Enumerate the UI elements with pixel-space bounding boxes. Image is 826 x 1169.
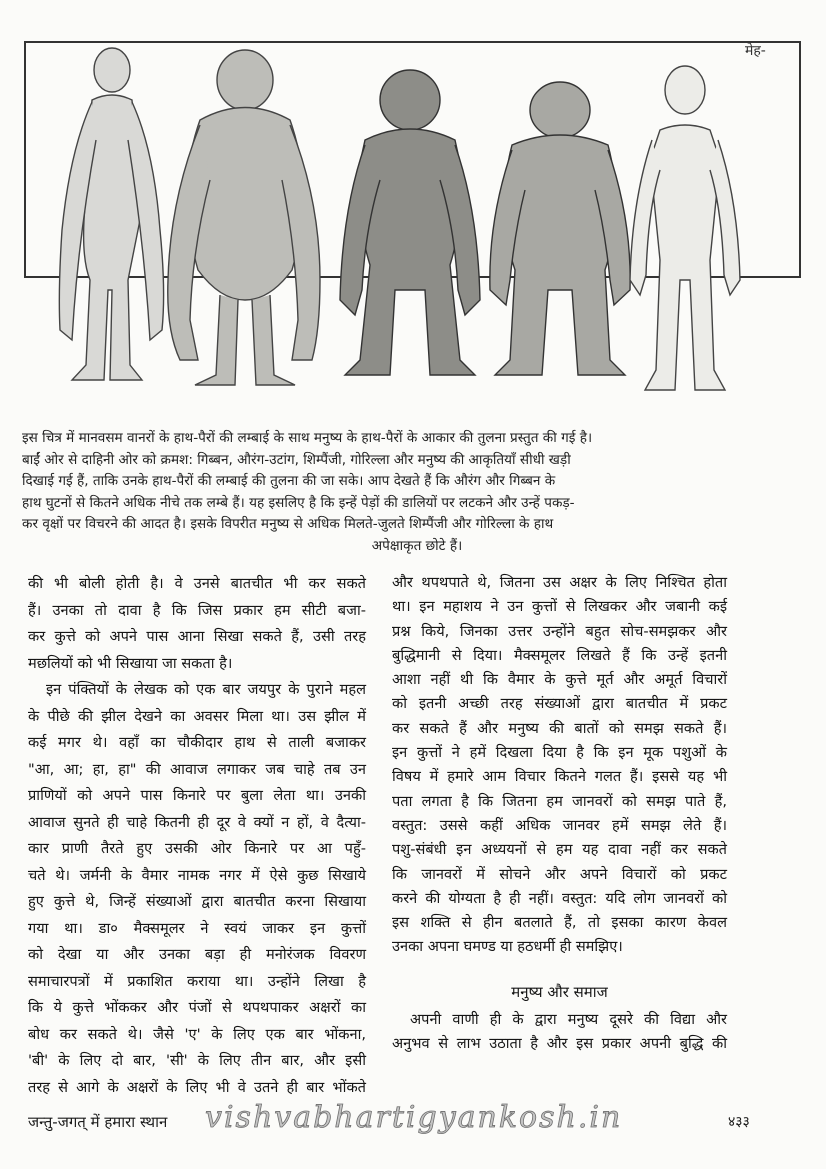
gorilla-figure (490, 82, 630, 375)
text-line: हैं। उनका तो दावा है कि जिस प्रकार हम सीटी बजा- (28, 601, 366, 619)
text-line: पशु-संबंधी इन अध्ययनों से हम यह दावा नहीं कर सकते (392, 841, 727, 859)
text-line: और थपथपाते थे, जितना उस अक्षर के लिए निश्चित होता (392, 574, 727, 591)
text-line: को इतनी अच्छी तरह संख्याओं द्वारा बातचीत में प्रकट (392, 695, 727, 713)
section-heading: मनुष्य और समाज (511, 982, 608, 1001)
text-line: इन कुत्तों ने हमें दिखला दिया है कि इन मूक पशुओं के (392, 744, 727, 762)
orangutan-figure (168, 50, 320, 385)
text-line: को देखा या और उनका बड़ा ही मनोरंजक विवरण (28, 946, 366, 963)
text-line: गया था। डा० मैक्समूलर ने स्वयं जाकर इन कुत्तों (28, 919, 366, 937)
text-line: 'बी' के लिए दो बार, 'सी' के लिए तीन बार, और इसी (28, 1052, 366, 1069)
text-line: विषय में हमारे आम विचार कितने गलत हैं। इससे यह भी (392, 768, 727, 786)
text-line: "आ, आ; हा, हा" की आवाज लगाकर जब चाहे तब उन (28, 760, 366, 778)
text-line: अपनी वाणी ही के द्वारा मनुष्य दूसरे की विद्या और (410, 1010, 727, 1028)
text-line: आवाज सुनते ही चाहे कितनी ही दूर वे क्यों न हों, वे दैत्या- (28, 813, 366, 831)
page-number: ४३३ (728, 1114, 750, 1130)
caption-line: इस चित्र में मानवसम वानरों के हाथ-पैरों की लम्बाई के साथ मनुष्य के हाथ-पैरों के आकार की तुलना प्रस्तुत की गई है। (22, 430, 593, 446)
text-line: कर सकते हैं और मनुष्य की बातों को समझ सकते हैं। (392, 719, 727, 737)
illustration-caption (22, 428, 812, 557)
text-line: चते थे। जर्मनी के वैमार नामक नगर में ऐसे कुछ सिखाये (28, 866, 366, 884)
human-figure (630, 66, 740, 390)
text-line: प्रश्न किये, जिनका उत्तर उन्होंने बहुत सोच-समझकर और (392, 622, 727, 640)
right-text-column (392, 571, 727, 1056)
text-line: मछलियों को भी सिखाया जा सकता है। (28, 654, 233, 672)
chimpanzee-figure (340, 70, 480, 375)
text-line: पता लगता है कि जितना हम जानवरों को समझ पाते हैं, (392, 792, 727, 810)
caption-line: हाथ घुटनों से कितने अधिक नीचे तक लम्बे हैं। यह इसलिए है कि इन्हें पेड़ों की डालियों पर लटकने और उन्हें पकड़- (22, 494, 575, 511)
text-line: करने की योग्यता है ही नहीं। वस्तुत: यदि लोग जानवरों को (392, 889, 727, 907)
caption-line: कर वृक्षों पर विचरने की आदत है। इसके विपरीत मनुष्य से अधिक मिलते-जुलते शिम्पैंजी और गोरिल्ला के हाथ (22, 516, 554, 532)
text-line: अनुभव से लाभ उठाता है और इस प्रकार अपनी बुद्धि की (392, 1035, 727, 1053)
watermark: vishvabhartigyankosh.in (205, 1100, 623, 1135)
text-line: बुद्धिमानी से दिया। मैक्समूलर लिखते हैं कि उन्हें इतनी (392, 646, 727, 664)
gibbon-figure (59, 48, 163, 380)
text-line: उनका अपना घमण्ड या हठधर्मी ही समझिए। (392, 938, 623, 956)
text-line: कि ये कुत्ते भोंककर और पंजों से थपथपाकर अक्षरों का (28, 999, 366, 1016)
text-line: समाचारपत्रों में प्रकाशित कराया था। उन्होंने लिखा है (28, 972, 366, 990)
artist-signature: मेह- (745, 43, 766, 59)
left-text-column (28, 571, 366, 1101)
text-line: आशा नहीं थी कि वैमार के कुत्ते मूर्त और अमूर्त विचारों (392, 671, 727, 689)
running-title: जन्तु-जगत् में हमारा स्थान (28, 1113, 168, 1131)
text-line: बोध कर सकते थे। जैसे 'ए' के लिए एक बार भोंकना, (28, 1025, 366, 1043)
caption-line: बाईं ओर से दाहिनी ओर को क्रमश: गिब्बन, औरंग-उटांग, शिम्पैंजी, गोरिल्ला और मनुष्य की आकृतियाँ सीधी खड़ी (22, 451, 571, 468)
text-line: कई मगर थे। वहाँ का चौकीदार हाथ से ताली बजाकर (28, 734, 366, 751)
text-line: प्राणियों को अपने पास किनारे पर बुला लेता था। उनकी (28, 787, 366, 804)
caption-line: अपेक्षाकृत छोटे हैं। (371, 537, 463, 554)
text-line: हुए कुत्ते थे, जिन्हें संख्याओं द्वारा बातचीत करना सिखाया (28, 893, 366, 910)
text-line: की भी बोली होती है। वे उनसे बातचीत भी कर सकते (28, 575, 366, 592)
text-line: इस शक्ति से हीन बतलाते हैं, तो इसका कारण केवल (392, 914, 727, 932)
text-line: कर कुत्ते को अपने पास आना सिखा सकते हैं, उसी तरह (28, 628, 366, 645)
text-line: कि जानवरों में सोचने और अपने विचारों को प्रकट (392, 865, 727, 883)
text-line: कार प्राणी तैरते हुए उसकी ओर किनारे पर आ पहुँ- (28, 840, 366, 857)
caption-line: दिखाई गई हैं, ताकि उनके हाथ-पैरों की लम्बाई की तुलना की जा सके। आप देखते हैं कि औरंग और गिब्बन के (22, 473, 556, 489)
apes-and-human-illustration (20, 30, 810, 400)
text-line: था। इन महाशय ने उन कुत्तों से लिखकर और जबानी कई (392, 598, 727, 616)
text-line: के पीछे की झील देखने का अवसर मिला था। उस झील में (28, 707, 366, 725)
text-line: वस्तुत: उससे कहीं अधिक जानवर हमें समझ लेते हैं। (392, 816, 727, 834)
text-line: इन पंक्तियों के लेखक को एक बार जयपुर के पुराने महल (46, 681, 366, 698)
text-line: तरह से आगे के अक्षरों के लिए भी वे उतने ही बार भोंकते (28, 1078, 366, 1096)
